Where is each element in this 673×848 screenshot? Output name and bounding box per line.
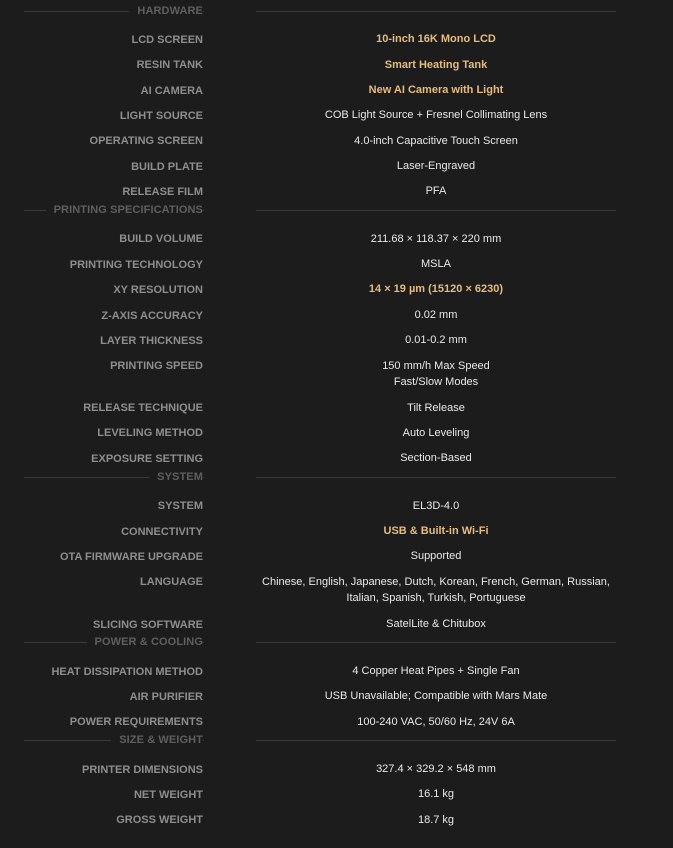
spec-value-build-plate: Laser-Engraved bbox=[396, 160, 476, 172]
spec-value-lcd-screen: 10-inch 16K Mono LCD bbox=[376, 33, 496, 45]
spec-value-z-axis-accuracy: 0.02 mm bbox=[414, 309, 458, 321]
spec-value-ota-firmware-upgrade: Supported bbox=[410, 550, 462, 562]
spec-label-xy-resolution: XY RESOLUTION bbox=[113, 284, 203, 296]
section-header-power-cooling bbox=[0, 636, 673, 656]
spec-label-air-purifier: AIR PURIFIER bbox=[129, 691, 203, 703]
spec-label-net-weight: NET WEIGHT bbox=[133, 789, 203, 801]
spec-value-operating-screen: 4.0-inch Capacitive Touch Screen bbox=[354, 135, 518, 147]
spec-value-air-purifier: USB Unavailable; Compatible with Mars Mate bbox=[324, 690, 548, 702]
spec-label-printing-speed: PRINTING SPEED bbox=[110, 360, 203, 372]
spec-label-release-technique: RELEASE TECHNIQUE bbox=[83, 402, 203, 414]
spec-value-release-film: PFA bbox=[425, 185, 447, 197]
section-title: SIZE & WEIGHT bbox=[111, 733, 203, 747]
spec-label-printer-dimensions: PRINTER DIMENSIONS bbox=[81, 764, 203, 776]
section-header-hardware bbox=[0, 5, 673, 25]
spec-label-build-volume: BUILD VOLUME bbox=[119, 233, 203, 245]
spec-value-ai-camera: New AI Camera with Light bbox=[368, 84, 504, 96]
spec-value-leveling-method: Auto Leveling bbox=[402, 427, 470, 439]
spec-label-printing-technology: PRINTING TECHNOLOGY bbox=[69, 259, 203, 271]
spec-label-exposure-setting: EXPOSURE SETTING bbox=[91, 453, 203, 465]
spec-label-language: LANGUAGE bbox=[140, 576, 203, 588]
spec-label-z-axis-accuracy: Z-AXIS ACCURACY bbox=[101, 310, 203, 322]
spec-label-ai-camera: AI CAMERA bbox=[140, 85, 203, 97]
spec-label-light-source: LIGHT SOURCE bbox=[119, 110, 203, 122]
section-divider-right bbox=[256, 11, 616, 12]
section-divider-right bbox=[256, 210, 616, 211]
spec-label-build-plate: BUILD PLATE bbox=[131, 161, 203, 173]
spec-label-resin-tank: RESIN TANK bbox=[136, 59, 203, 71]
spec-label-layer-thickness: LAYER THICKNESS bbox=[100, 335, 203, 347]
spec-label-lcd-screen: LCD SCREEN bbox=[131, 34, 203, 46]
section-divider-right bbox=[256, 740, 616, 741]
spec-value-printer-dimensions: 327.4 × 329.2 × 548 mm bbox=[376, 763, 496, 775]
spec-value-printing-technology: MSLA bbox=[421, 258, 451, 270]
spec-value-language: Chinese, English, Japanese, Dutch, Korean, French, German, Russian, Italian, Spanish, Turkish, Portuguese bbox=[262, 576, 610, 604]
spec-value-heat-dissipation-method: 4 Copper Heat Pipes + Single Fan bbox=[352, 665, 520, 677]
spec-value-layer-thickness: 0.01-0.2 mm bbox=[405, 334, 467, 346]
spec-value-connectivity: USB & Built-in Wi-Fi bbox=[383, 525, 489, 537]
spec-label-connectivity: CONNECTIVITY bbox=[121, 526, 203, 538]
section-title: PRINTING SPECIFICATIONS bbox=[46, 203, 203, 217]
spec-label-operating-screen: OPERATING SCREEN bbox=[89, 135, 203, 147]
section-header-system bbox=[0, 471, 673, 491]
spec-value-printing-speed: 150 mm/h Max Speed Fast/Slow Modes bbox=[382, 360, 490, 388]
spec-value-system: EL3D-4.0 bbox=[412, 500, 460, 512]
spec-label-gross-weight: GROSS WEIGHT bbox=[116, 814, 203, 826]
spec-label-slicing-software: SLICING SOFTWARE bbox=[93, 619, 203, 631]
spec-value-light-source: COB Light Source + Fresnel Collimating Lens bbox=[324, 109, 548, 121]
spec-label-ota-firmware-upgrade: OTA FIRMWARE UPGRADE bbox=[60, 551, 203, 563]
spec-value-slicing-software: SatelLite & Chitubox bbox=[386, 618, 486, 630]
spec-value-resin-tank: Smart Heating Tank bbox=[384, 59, 488, 71]
spec-value-build-volume: 211.68 × 118.37 × 220 mm bbox=[370, 233, 502, 245]
section-title: POWER & COOLING bbox=[87, 635, 203, 649]
spec-label-power-requirements: POWER REQUIREMENTS bbox=[69, 716, 203, 728]
spec-value-net-weight: 16.1 kg bbox=[417, 788, 455, 800]
spec-label-leveling-method: LEVELING METHOD bbox=[97, 427, 203, 439]
section-divider-right bbox=[256, 642, 616, 643]
section-title: HARDWARE bbox=[129, 4, 203, 18]
spec-value-exposure-setting: Section-Based bbox=[400, 452, 472, 464]
section-header-printing-specifications bbox=[0, 204, 673, 224]
spec-label-release-film: RELEASE FILM bbox=[122, 186, 203, 198]
spec-value-release-technique: Tilt Release bbox=[407, 402, 465, 414]
section-header-size-weight bbox=[0, 734, 673, 754]
spec-value-xy-resolution: 14 × 19 µm (15120 × 6230) bbox=[368, 283, 504, 295]
section-divider-right bbox=[256, 477, 616, 478]
spec-value-power-requirements: 100-240 VAC, 50/60 Hz, 24V 6A bbox=[357, 716, 515, 728]
spec-label-heat-dissipation-method: HEAT DISSIPATION METHOD bbox=[51, 666, 203, 678]
spec-label-system: SYSTEM bbox=[157, 500, 203, 512]
section-title: SYSTEM bbox=[149, 470, 203, 484]
spec-value-gross-weight: 18.7 kg bbox=[417, 814, 455, 826]
